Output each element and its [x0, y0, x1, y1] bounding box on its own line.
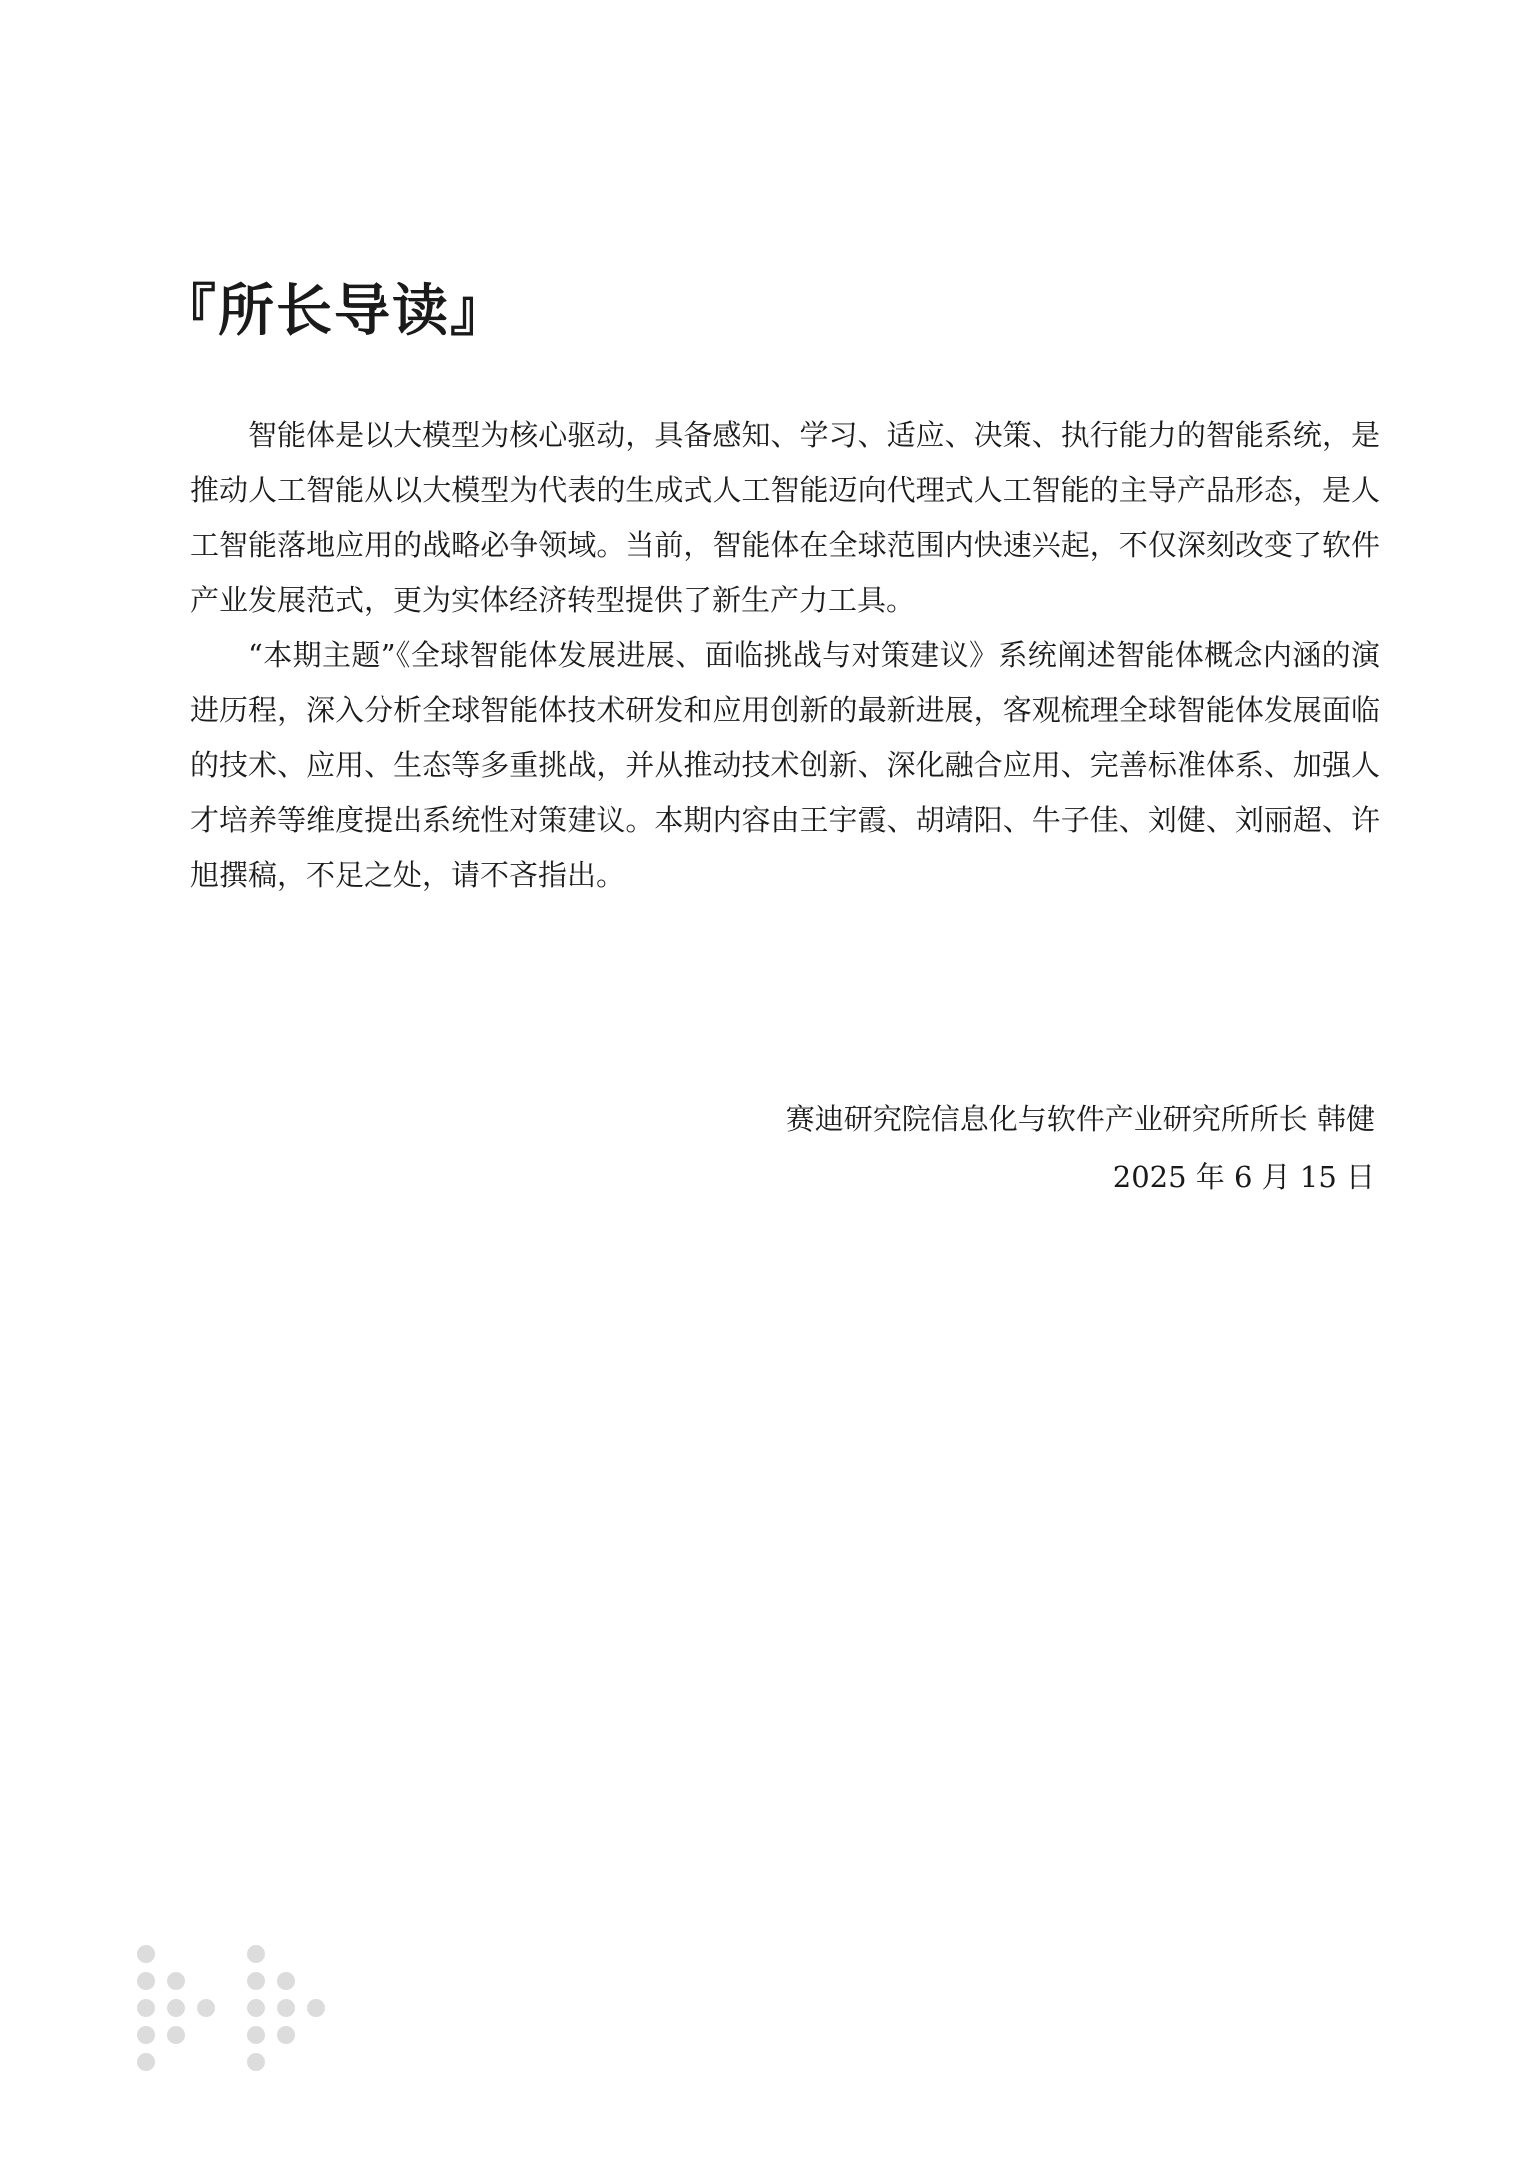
- intro-body: [190, 408, 1380, 903]
- dot-matrix-logo-icon: [130, 1942, 350, 2072]
- paragraph-2: “本期主题”《全球智能体发展进展、面临挑战与对策建议》系统阐述智能体概念内涵的演进历程，深入分析全球智能体技术研发和应用创新的最新进展，客观梳理全球智能体发展面临的技术、应用、生态等多重挑战，并从推动技术创新、深化融合应用、完善标准体系、加强人才培养等维度提出系统性对策建议。本期内容由王宇霞、胡靖阳、牛子佳、刘健、刘丽超、许旭撰稿，不足之处，请不吝指出。: [190, 638, 1380, 892]
- signature-block: [475, 1090, 1375, 1206]
- paragraph-1: 智能体是以大模型为核心驱动，具备感知、学习、适应、决策、执行能力的智能系统，是推动人工智能从以大模型为代表的生成式人工智能迈向代理式人工智能的主导产品形态，是人工智能落地应用的战略必争领域。当前，智能体在全球范围内快速兴起，不仅深刻改变了软件产业发展范式，更为实体经济转型提供了新生产力工具。: [190, 418, 1380, 617]
- signature-date: 2025 年 6 月 15 日: [1112, 1160, 1375, 1194]
- page-title: 『所长导读』: [160, 278, 508, 344]
- signature-author: 赛迪研究院信息化与软件产业研究所所长 韩健: [785, 1102, 1375, 1136]
